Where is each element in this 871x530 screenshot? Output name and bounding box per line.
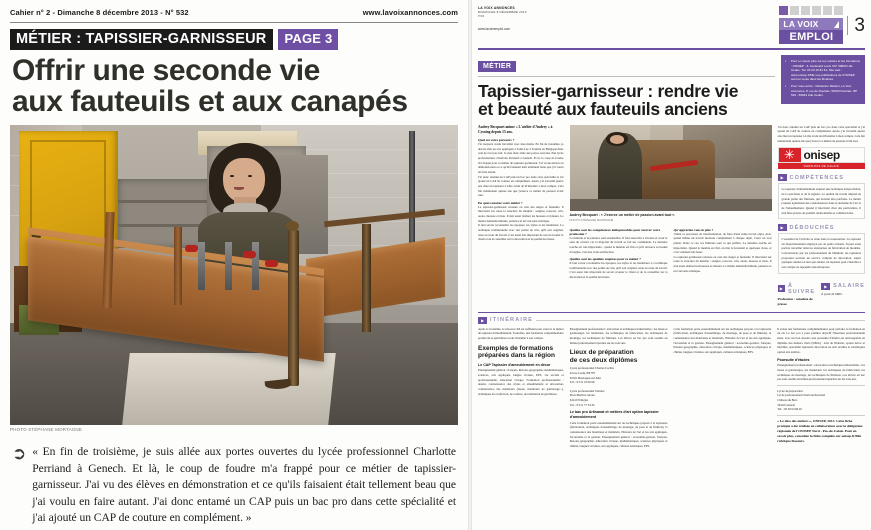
itineraire-rule	[536, 320, 865, 321]
issue-info: Cahier n° 2 - Dimanche 8 décembre 2013 - N° 532	[10, 8, 189, 17]
body-paragraph: J'aime ce processus de transformation, de faire d'une ruine un bel objet. Avec quand même un travail modeste complément à chaque objet. Créer un vrai plaisir. Dans ce cas, les finitions sont ce qui préfère. La dernière touche est importante. Quand le meuble est fini, on met le festonail et quelques clous, et c'est vraiment très beau.	[673, 231, 772, 255]
lieu-city: 59242 Genech	[777, 402, 795, 407]
itineraire-column-2	[570, 327, 668, 449]
formations-heading	[478, 345, 564, 360]
lieu-city: 62321 Boulogne-sur-Mer	[569, 375, 602, 380]
masthead-line-3: P/03	[478, 14, 485, 18]
article-title	[478, 82, 775, 119]
metier-tag: MÉTIER : TAPISSIER-GARNISSEUR	[10, 29, 273, 50]
lieu-entry	[570, 366, 668, 385]
itineraire-column-3	[674, 327, 772, 449]
question-1: Quel est votre parcours ?	[478, 138, 515, 143]
column-a	[478, 125, 564, 307]
metier-tag-right-wrap	[478, 55, 775, 77]
competences-text: Le tapissier d'ameublement requiert une technique irréprochable, de la précision et de la rigueur. La qualité du travail dépend en grande partie des finitions, qui doivent être parfaites. Le métier requiert également des connaissances dans le domaine de l'art et de l'ameublement. Quand il intervient chez des particuliers, il doit faire preuve de qualités relationnelles et commerciales.	[781, 187, 861, 215]
sidebar-intro-paragraph: J'ai donc entamé un CAP puis un bac pro dans cette spécialité et j'ai ajouté un CAP de couture en complément. Après, j'ai travaillé quatre ans chez un tapissier à Lille avant de m'installer à mon compte. Cela fait maintenant quinze ans que j'exerce ce métier de passion avant tout.	[777, 124, 865, 143]
lieu-address: Place Berlin Ladoux	[569, 393, 595, 398]
flag-icon: ▶	[778, 174, 787, 181]
secondary-photo-caption: Audrey Becquart : « J'exerce un métier de passion avant tout ».	[569, 212, 676, 217]
lieu-entry	[570, 389, 668, 408]
lieux-heading-line-1: Lieux de préparation	[569, 349, 634, 357]
onisep-region: NORD-PAS DE CALAIS	[778, 163, 866, 169]
itineraire-divider	[478, 312, 865, 313]
logo-lavoix-text: LA VOIX	[783, 19, 819, 29]
flag-icon: ▶	[478, 317, 487, 324]
itineraire-column-4	[777, 327, 865, 449]
header-right-group	[779, 6, 865, 44]
bacpro-text: Cette formation porte essentiellement sur les techniques propres à la tapisserie (fabrication, techniques d'assemblage, de montage, de pose et de finition), la connaissance des matériaux et matériels, l'histoire de l'art et les arts appliqués, l'économie et la gestion. Enseignement général : économie-gestion, français, histoire-géographie, éducation civique, mathématiques, sciences physiques et chimie, langues vivantes, arts appliqués, cultures artistiques, EPS.	[569, 420, 668, 448]
lieu-address: Château du Bois	[777, 398, 798, 403]
article-title-line-2: et beauté aux fauteuils anciens	[478, 99, 728, 120]
question-2: En quoi consiste votre métier ?	[478, 200, 523, 205]
info-box	[781, 55, 865, 104]
tag-underline	[478, 76, 775, 77]
info-item: ▪ Pour nous écrire : Rédaction Métiers, La Voix Annonces, 8, rue de Roubaix, 59100 Roubaix. BP 549 - 59023 Lille Cedex.	[791, 84, 861, 98]
swatch-grey-1	[790, 6, 799, 15]
article-lede: Audrey Becquart anime « L'atelier d'Audrey » à Cysoing depuis 15 ans.	[478, 124, 553, 134]
formations-heading-line-1: Exemples de formations	[478, 344, 554, 352]
cap-title: Le CAP Tapissier d'ameublement en décor	[478, 362, 551, 367]
website-url[interactable]: www.lavoixannonces.com	[362, 8, 458, 17]
source-divider	[777, 385, 865, 386]
metier-bar	[10, 29, 458, 50]
body-paragraph: Il faut savoir reconnaître les époques, les styles et les matériaux. La technique traditionnelle avec des points de crin, qu'il soit original, reste au cœur du travail. C'est aussi très important de savoir écouter le client et de le conseiller sur la décoration et la qualité des tissus.	[569, 261, 668, 280]
lieu-name: Lycée professionnel Charlotte Perriand	[777, 393, 826, 398]
body-paragraph: Le tapissier-garnisseur restaure ou crée des sièges et fauteuils. Il intervient sur toute la structure du meuble : sangles, ressorts, crin, ouate, mousse et tissu. Il doit aussi réaliser les housses et rideaux. Le métier demande minutie, patience et un vrai sens artistique.	[478, 204, 564, 223]
salaire-title: SALAIRE	[833, 283, 865, 290]
salaire-header	[821, 283, 865, 290]
body-paragraph: La minutie et la patience sont essentielles. Il faut aussi être à l'écoute et avoir le sens du contact car la majorité du travail se fait sur commande. La dernière touche est très importante : quand le meuble est fini et qu'il retrouve sa beauté d'origine, c'est une vraie satisfaction.	[569, 235, 668, 254]
main-photo	[10, 125, 458, 425]
cap-text: Enseignement général : français, histoire-géographie, mathématiques, sciences, arts appliqués, langue vivante, EPS, vie sociale et professionnelle, éducation civique. Formation professionnelle : dessin, connaissance des styles et ameublement et décoration, connaissance des matériaux (tissus, matériaux de garnissage...), techniques de confection, de couture, de réalisation de garnitures.	[478, 368, 564, 396]
lieu-entry	[777, 393, 865, 412]
competences-header	[778, 174, 866, 181]
lieu-name: Lycée professionnel Voltaire	[569, 388, 605, 393]
body-paragraph: Il faut savoir reconnaître les époques, les styles et les matériaux. La technique traditionnelle avec des points de crin, qu'il soit original, reste au cœur du travail. C'est aussi très important de savoir écouter le client et de le conseiller sur la décoration et la qualité des tissus.	[478, 223, 564, 242]
prep-title: Lycée de préparation	[777, 388, 803, 393]
lieu-name: Lycée professionnel Charles Cachin	[569, 366, 614, 371]
logo-triangle-icon	[834, 21, 839, 28]
lieu-address: 42 rue Cazin, BP 787	[569, 370, 596, 375]
debouches-title: DÉBOUCHÉS	[789, 224, 835, 231]
competences-box	[778, 183, 866, 219]
column-d-sidebar	[778, 125, 866, 307]
lieux-heading	[570, 349, 668, 364]
question-5: Qu'appréciez-vous le plus ?	[673, 227, 714, 232]
footer-divider	[777, 415, 865, 416]
lieu-tel: Tél. : 03 21 10 06 66	[569, 380, 595, 385]
page-title	[12, 56, 458, 117]
logo-top-row	[779, 18, 843, 30]
swatch-grey-3	[812, 6, 821, 15]
flag-icon: ▶	[778, 224, 787, 231]
itineraire-column-1	[478, 327, 564, 449]
salaire-text: À partir du SMIC.	[821, 291, 844, 296]
info-item: ▪ Pour en savoir plus sur les métiers et les formations : ONISEP - 6, boulevard Louis XIV, 59800 Lille Cedex. Tél. 03 20 15 81 61. Site web : www.onisep.fr/lille Les publications de l'ONISEP sont en vente dans les librairies.	[791, 59, 861, 82]
column-bc	[570, 125, 772, 307]
lieu-tel: Tél. : 03 20 64 66 20	[777, 407, 802, 412]
poursuite-detail: Enseignement professionnel : extraction et techniques industrielles : les tissus et garnissages, les matériaux, les techniques de fabrication, les techniques de montage, les techniques de finitions. Les élèves en bac pro sont soumis en milieu professionnel réparties sur les trois ans.	[777, 363, 865, 382]
swatch-grey-4	[823, 6, 832, 15]
photo-composition	[10, 125, 458, 425]
pull-quote	[12, 444, 456, 526]
secondary-photo	[570, 125, 772, 211]
swatch-purple	[779, 6, 788, 15]
lieu-city: 62410 Wingles	[569, 398, 589, 403]
masthead-url[interactable]: www.lavoixemploi.com	[478, 27, 511, 31]
page-tag: PAGE 3	[278, 29, 338, 50]
page-number: 3	[847, 16, 865, 35]
masthead	[478, 6, 527, 31]
masthead-line-1: LA VOIX ANNONCES	[478, 6, 515, 10]
source-note: « Le dico des métiers », ONISEP, 2013. Cette fiche pratique a été réalisée en collaboration avec la délégation régionale de l'ONISEP Nord - Pas-de-Calais. Pour en savoir plus, consultez la fiche complète sur onisep.fr/lille rubrique Dossiers.	[777, 419, 863, 444]
right-page	[472, 0, 871, 530]
masthead-line-2: DIMANCHE 8 DÉCEMBRE 2013	[478, 10, 527, 14]
itineraire-continued: Enseignement professionnel : extraction et techniques industrielles : les tissus et garnissages, les matériaux, les techniques de fabrication, les techniques de montage, les techniques de finitions. Les élèves en bac pro sont soumis en milieu professionnel réparties sur les trois ans.	[569, 326, 668, 345]
swatch-grey-2	[801, 6, 810, 15]
asuivre-text: Profession : attachée de presse	[777, 296, 813, 306]
header-divider	[10, 22, 458, 23]
secondary-photo-credit: PHOTO STÉPHANE MORTAGNE	[569, 217, 614, 222]
lieu-tel: Tél. : 03 21 77 34 34	[569, 402, 595, 407]
debouches-text: L'essentiel de l'activité se situe dans la restauration. Le tapissier est majoritairement employé par de petits artisans. Il peut aussi parfois travailler dans les entreprises de fabrication de modèles. Concurrencés par les professionnels du bâtiment, les tapissiers proposent souvent un service complet de décoration. Après quelques années en tant que salarié, un tapissier peut s'installer à son compte ou reprendre une entreprise.	[781, 237, 861, 269]
poursuite-title: Poursuite d'études	[777, 357, 810, 362]
article-columns	[478, 125, 865, 307]
asuivre-header	[778, 283, 818, 295]
poursuite-text: Il existe des formations complémentaires pour parfaire sa formation en un an. Le bac pro a pour premier objectif l'insertion professionnelle mais, avec un bon dossier, une poursuite d'études est envisageable en diplôme des métiers d'arts (DMA) : Arts de l'habitat, option décor et mobilier, spécialité tapisserie décoration ou Arts textiles et céramiques option arts textiles.	[777, 326, 865, 354]
question-4: Quelles sont les qualités requises pour ce métier ?	[569, 257, 641, 262]
onisep-mark-icon	[779, 148, 801, 162]
arrow-icon: ➲	[12, 444, 27, 465]
itineraire-header	[478, 317, 865, 324]
headline-line-1: Offrir une seconde vie	[12, 54, 320, 88]
lavoix-emploi-logo	[779, 18, 843, 44]
lieux-heading-line-2: de ces deux diplômes	[569, 356, 638, 364]
photo-credit: PHOTO STÉPHANE MORTAGNE	[10, 427, 82, 433]
debouches-box	[778, 233, 866, 273]
flag-icon: ▶	[778, 285, 786, 292]
body-paragraph: J'ai donc entamé un CAP puis un bac pro dans cette spécialité et j'ai ajouté un CAP de couture en complément. Après, j'ai travaillé quatre ans chez un tapissier à Lille avant de m'installer à mon compte. Cela fait maintenant quinze ans que j'exerce ce métier de passion avant tout.	[478, 174, 564, 198]
pull-quote-text: « En fin de troisième, je suis allée aux portes ouvertes du lycée professionnel Charlotte Perriand à Genech. Et là, le coup de foudre m'a frappé pour ce métier de tapissier-garnisseur. J'ai vu des élèves en démonstration et ce qu'ils faisaient était tellement beau que j'ai voulu en faire autant. J'ai donc entamé un CAP puis un bac pro dans cette spécialité et j'ai ajouté un CAP de couture en complément. »	[32, 445, 456, 525]
body-paragraph: J'ai toujours voulu travailler avec mes mains. En fin de troisième, je devais aller en arts appliqués à Saint-Luc à Tournai en Belgique mais cela ne s'est pas fait. Je suis donc allée aux portes ouvertes d'un lycée professionnel, Charlotte Perriand à Genech. Et là, le coup de foudre m'a frappé pour ce métier de tapissier-garnisseur. J'ai vu des élèves en démonstration et ce qu'ils faisaient était tellement beau que j'ai voulu en faire autant.	[478, 142, 564, 174]
article-title-line-1: Tapissier-garnisseur : rendre vie	[478, 81, 739, 101]
color-swatches	[779, 6, 843, 15]
column-b	[570, 225, 668, 280]
onisep-wordmark: onisep	[803, 148, 840, 163]
bacpro-title: Le bac pro Artisanat et métiers d'art option tapissier d'ameublement	[569, 410, 659, 420]
swatch-grey-5	[834, 6, 843, 15]
asuivre-title: À SUIVRE	[788, 282, 816, 295]
competences-title: COMPÉTENCES	[789, 174, 845, 181]
itineraire-intro: Après la troisième, le niveau CAP est suffisant pour exercer le métier de tapissier d'ameublement. Toutefois, une formation complémentaire permet de se spécialiser ou de s'installer à son compte.	[478, 326, 564, 341]
logo-emploi-text: EMPLOI	[779, 30, 843, 44]
debouches-header	[778, 224, 866, 231]
header-rule	[478, 48, 865, 50]
bacpro-text-continued: Cette formation porte essentiellement sur les techniques propres à la tapisserie (fabrication, techniques d'assemblage, de montage, de pose et de finition), la connaissance des matériaux et matériels, l'histoire de l'art et les arts appliqués, l'économie et la gestion. Enseignement général : économie-gestion, français, histoire-géographie, éducation civique, mathématiques, sciences physiques et chimie, langues vivantes, arts appliqués, cultures artistiques, EPS.	[673, 326, 772, 354]
column-c	[674, 225, 772, 280]
left-topline	[10, 8, 458, 17]
flag-icon: ▶	[821, 283, 830, 290]
body-paragraph: Le tapissier-garnisseur restaure ou crée des sièges et fauteuils. Il intervient sur toute la structure du meuble : sangles, ressorts, crin, ouate, mousse et tissu. Il doit aussi réaliser les housses et rideaux. Le métier demande minutie, patience et un vrai sens artistique.	[673, 254, 772, 273]
question-3: Quelles sont les compétences indispensables pour exercer votre profession ?	[569, 227, 661, 236]
itineraire-columns	[478, 327, 865, 449]
right-header	[478, 6, 865, 44]
formations-heading-line-2: préparées dans la région	[478, 352, 555, 360]
onisep-logo	[778, 147, 866, 163]
metier-tag-right: MÉTIER	[478, 61, 516, 72]
itineraire-title: ITINÉRAIRE	[490, 317, 534, 324]
asterisk-icon: ✳	[784, 147, 795, 163]
headline-line-2: aux fauteuils et aux canapés	[12, 84, 408, 118]
